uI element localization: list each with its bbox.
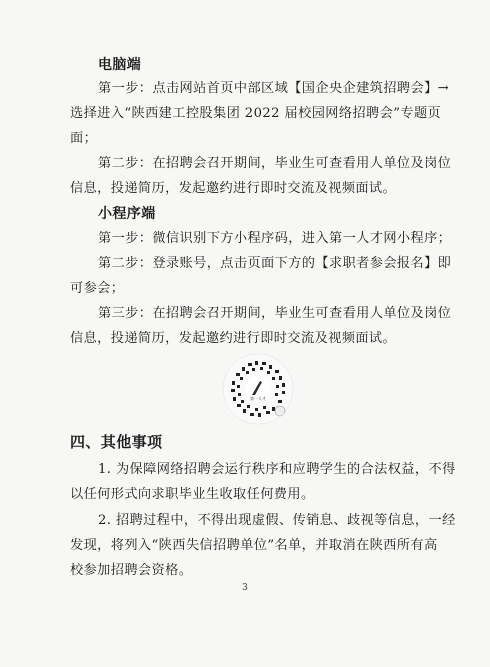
pc-step1-line2: 选择进入“陕西建工控股集团 2022 届校园网络招聘会”专题页 xyxy=(70,106,442,121)
mini-heading: 小程序端 xyxy=(98,206,156,222)
mini-step1-line1: 第一步：微信识别下方小程序码，进入第一人才网小程序； xyxy=(98,231,452,246)
mini-step3-line2: 信息，投递简历，发起邀约进行即时交流及视频面试。 xyxy=(70,331,397,346)
mini-step2-line2: 可参会； xyxy=(70,281,125,296)
pc-heading: 电脑端 xyxy=(98,57,142,73)
other-item2-line3: 校参加招聘会资格。 xyxy=(70,563,193,578)
mini-program-code xyxy=(222,353,294,425)
pc-step2-line1: 第二步：在招聘会召开期间，毕业生可查看用人单位及岗位 xyxy=(98,156,452,171)
pc-step2-line2: 信息，投递简历，发起邀约进行即时交流及视频面试。 xyxy=(70,181,397,196)
mini-step2-line1: 第二步：登录账号，点击页面下方的【求职者参会报名】即 xyxy=(98,256,452,271)
other-heading: 四、其他事项 xyxy=(70,433,163,451)
other-item1-line2: 以任何形式向求职毕业生收取任何费用。 xyxy=(70,487,315,502)
other-item2-line2: 发现，将列入“陕西失信招聘单位”名单，并取消在陕西所有高 xyxy=(70,538,438,553)
qr-logo-text: 第一人才 xyxy=(250,396,266,401)
page-number: 3 xyxy=(242,583,248,593)
pc-step1-line1: 第一步：点击网站首页中部区域【国企央企建筑招聘会】→ xyxy=(98,81,450,96)
pc-step1-line3: 面； xyxy=(70,131,98,146)
mini-step3-line1: 第三步：在招聘会召开期间，毕业生可查看用人单位及岗位 xyxy=(98,306,452,321)
other-item1-line1: 1. 为保障网络招聘会运行秩序和应聘学生的合法权益，不得 xyxy=(98,462,456,477)
other-item2-line1: 2. 招聘过程中，不得出现虚假、传销息、歧视等信息，一经 xyxy=(98,513,456,528)
